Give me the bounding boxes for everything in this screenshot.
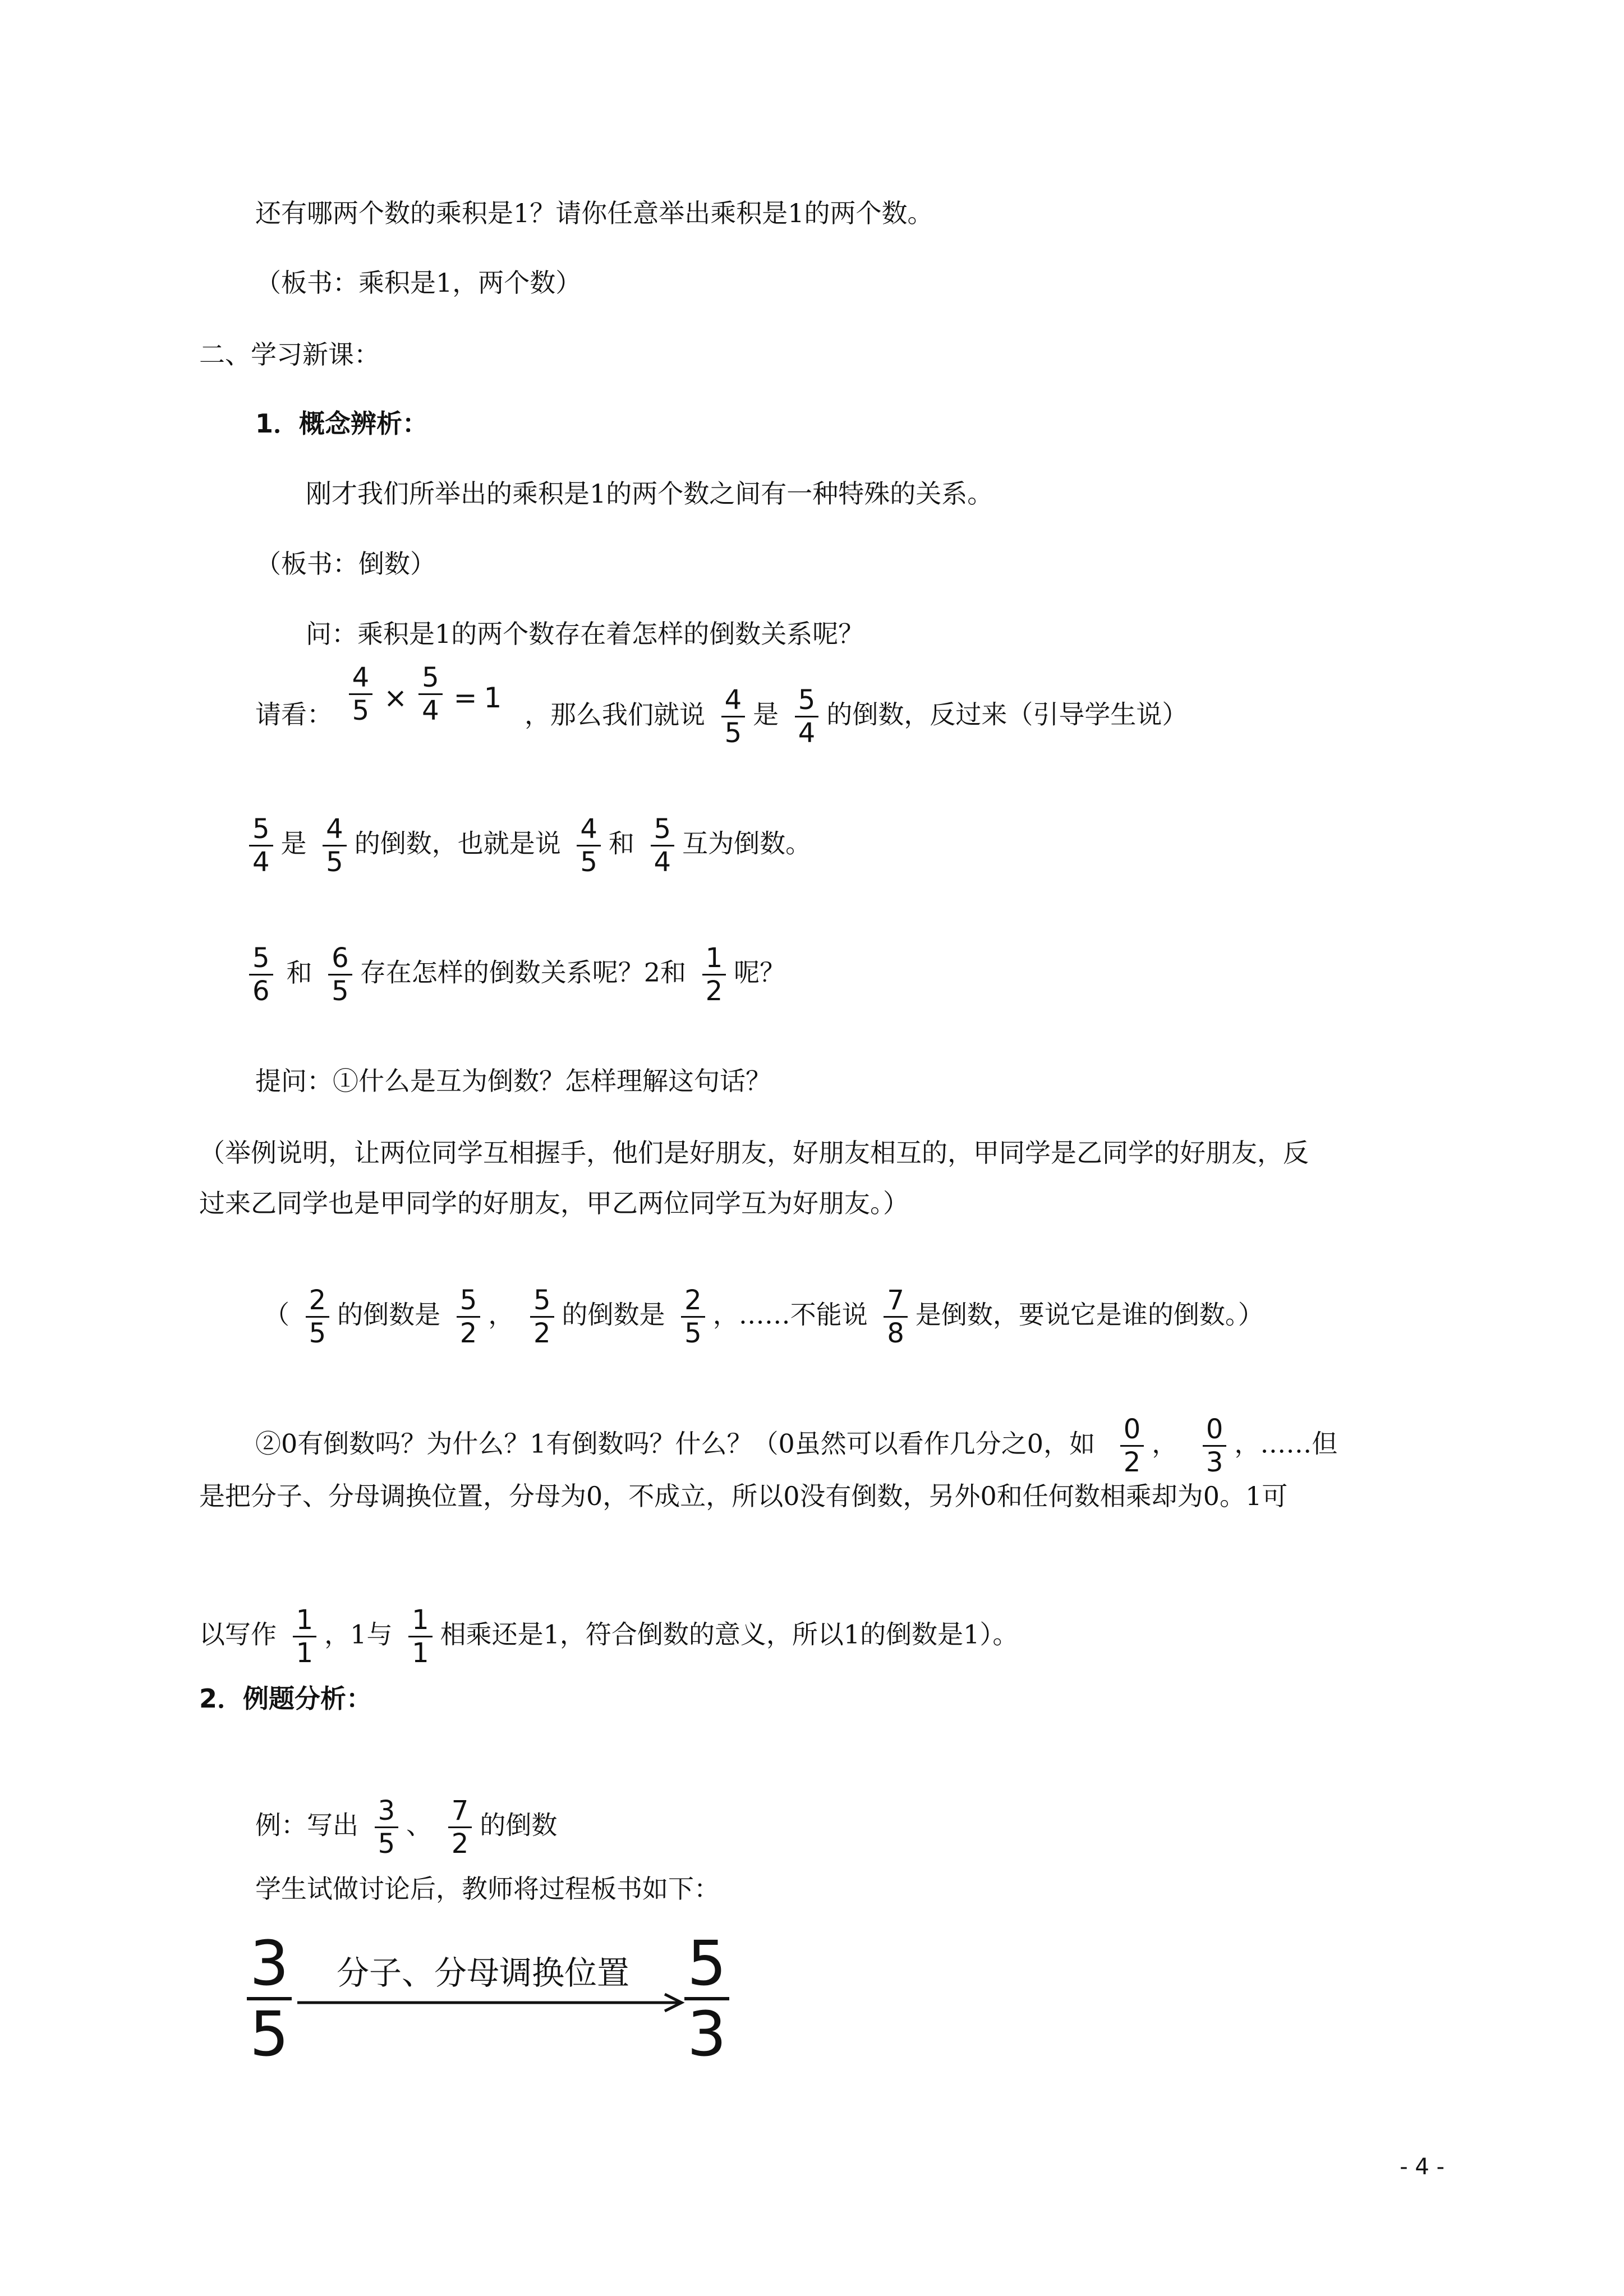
fraction (408, 1604, 433, 1669)
denominator: 6 (252, 976, 270, 1007)
denominator: 2 (1123, 1447, 1141, 1478)
denominator: 5 (580, 846, 597, 878)
fraction (681, 1285, 705, 1349)
text: ， (488, 1299, 514, 1330)
numerator: 1 (705, 942, 723, 974)
times-sign: × (384, 682, 408, 714)
denominator: 4 (252, 846, 270, 878)
text: ，……不能说 (712, 1299, 868, 1330)
numerator: 5 (533, 1285, 551, 1316)
arrow-icon (297, 1991, 690, 2014)
one: 1 (484, 682, 502, 714)
numerator: 5 (687, 1927, 726, 1999)
numerator: 4 (326, 813, 343, 845)
denominator: 4 (422, 695, 439, 726)
text: 、 (406, 1810, 433, 1841)
fraction (457, 1285, 481, 1349)
subsection-heading: 2．例题分析： (199, 1683, 372, 1714)
equals-sign: = (453, 682, 477, 714)
paragraph: 是把分子、分母调换位置，分母为0，不成立，所以0没有倒数，另外0和任何数相乘却为0。1可 (199, 1481, 1288, 1511)
fraction (530, 1285, 554, 1349)
numerator: 5 (252, 942, 270, 974)
numerator: 5 (252, 813, 270, 845)
fraction-left (247, 1927, 292, 2070)
denominator: 5 (724, 717, 742, 749)
fraction (448, 1795, 472, 1860)
denominator: 5 (309, 1318, 326, 1349)
text: 的倒数 (480, 1810, 558, 1841)
numerator: 5 (798, 684, 816, 716)
subsection-heading: 1．概念辨析： (255, 408, 429, 439)
fraction (418, 662, 443, 726)
numerator: 3 (250, 1927, 289, 1999)
denominator: 2 (533, 1318, 551, 1349)
fraction (249, 813, 273, 878)
example-line (255, 1414, 1337, 1478)
text: ，1与 (324, 1619, 393, 1650)
fraction (884, 1285, 908, 1349)
numerator: 5 (422, 662, 439, 693)
numerator: 0 (1123, 1414, 1141, 1445)
section-heading: 二、学习新课： (199, 339, 380, 370)
fraction (375, 1795, 399, 1860)
fraction-right (684, 1927, 729, 2070)
denominator: 2 (459, 1318, 477, 1349)
numerator: 4 (352, 662, 370, 693)
text: 存在怎样的倒数关系呢？2和 (360, 957, 686, 988)
text: 是 (280, 828, 307, 859)
denominator: 3 (687, 1998, 726, 2070)
denominator: 4 (798, 717, 816, 749)
example-line (199, 1604, 1018, 1669)
denominator: 3 (1206, 1447, 1223, 1478)
denominator: 5 (378, 1828, 395, 1860)
numerator: 6 (332, 942, 349, 974)
text: （ (264, 1299, 289, 1330)
text: 是 (753, 699, 779, 730)
text: 呢？ (734, 957, 786, 988)
paragraph: 问：乘积是1的两个数存在着怎样的倒数关系呢？ (306, 619, 864, 649)
text: 的倒数是 (337, 1299, 441, 1330)
paragraph: （板书：倒数） (255, 549, 436, 579)
denominator: 5 (352, 695, 370, 726)
text: 是倒数，要说它是谁的倒数。） (915, 1299, 1264, 1330)
text: 的倒数，也就是说 (354, 828, 561, 859)
denominator: 2 (705, 976, 723, 1007)
fraction (293, 1604, 317, 1669)
numerator: 1 (412, 1604, 429, 1636)
paragraph: 还有哪两个数的乘积是1？请你任意举出乘积是1的两个数。 (255, 198, 933, 228)
denominator: 5 (250, 1998, 289, 2070)
numerator: 0 (1206, 1414, 1223, 1445)
text: 的倒数，反过来（引导学生说） (826, 699, 1188, 730)
example-line (241, 942, 785, 1007)
denominator: 5 (332, 976, 349, 1007)
denominator: 5 (326, 846, 343, 878)
denominator: 5 (684, 1318, 702, 1349)
text: 请看： (255, 699, 333, 730)
paragraph: 提问：①什么是互为倒数？怎样理解这句话？ (255, 1066, 771, 1096)
text: 以写作 (199, 1619, 277, 1650)
paragraph: 过来乙同学也是甲同学的好朋友，甲乙两位同学互为好朋友。） (199, 1188, 909, 1218)
paragraph: （举例说明，让两位同学互相握手，他们是好朋友，好朋友相互的，甲同学是乙同学的好朋友，反 (199, 1138, 1309, 1168)
paragraph: （板书：乘积是1，两个数） (255, 268, 582, 298)
fraction (1203, 1414, 1227, 1478)
text: ，那么我们就说 (524, 699, 705, 730)
denominator: 1 (296, 1637, 314, 1669)
example-line (264, 1285, 1264, 1349)
numerator: 7 (887, 1285, 904, 1316)
denominator: 1 (412, 1637, 429, 1669)
denominator: 4 (654, 846, 671, 878)
example-line (255, 1795, 557, 1860)
example-line (255, 662, 1188, 749)
fraction (721, 684, 746, 749)
fraction (702, 942, 726, 1007)
denominator: 8 (887, 1318, 904, 1349)
reciprocal-diagram (247, 1927, 752, 2076)
text: 的倒数是 (562, 1299, 665, 1330)
denominator: 2 (451, 1828, 469, 1860)
numerator: 3 (378, 1795, 395, 1826)
fraction (249, 942, 273, 1007)
text: ，……但 (1234, 1428, 1338, 1459)
text: 互为倒数。 (682, 828, 812, 859)
fraction (306, 1285, 330, 1349)
text: 和 (286, 957, 312, 988)
text: 相乘还是1，符合倒数的意义，所以1的倒数是1）。 (440, 1619, 1019, 1650)
fraction (577, 813, 601, 878)
fraction (328, 942, 352, 1007)
numerator: 1 (296, 1604, 314, 1636)
arrow-label: 分子、分母调换位置 (337, 1954, 630, 1992)
fraction (651, 813, 675, 878)
numerator: 2 (309, 1285, 326, 1316)
fraction (349, 662, 373, 726)
fraction (323, 813, 347, 878)
numerator: 2 (684, 1285, 702, 1316)
text: ， (1152, 1428, 1178, 1459)
text: ②0有倒数吗？为什么？1有倒数吗？什么？（0虽然可以看作几分之0，如 (255, 1428, 1096, 1459)
numerator: 5 (654, 813, 671, 845)
numerator: 4 (724, 684, 742, 716)
numerator: 5 (459, 1285, 477, 1316)
paragraph: 学生试做讨论后，教师将过程板书如下： (255, 1874, 720, 1904)
fraction (1120, 1414, 1144, 1478)
numerator: 7 (451, 1795, 469, 1826)
text: 和 (608, 828, 634, 859)
numerator: 4 (580, 813, 597, 845)
paragraph: 刚才我们所举出的乘积是1的两个数之间有一种特殊的关系。 (306, 478, 993, 509)
example-line (241, 813, 811, 878)
fraction (795, 684, 819, 749)
page-number: - 4 - (1400, 2154, 1444, 2180)
text: 例：写出 (255, 1810, 358, 1841)
